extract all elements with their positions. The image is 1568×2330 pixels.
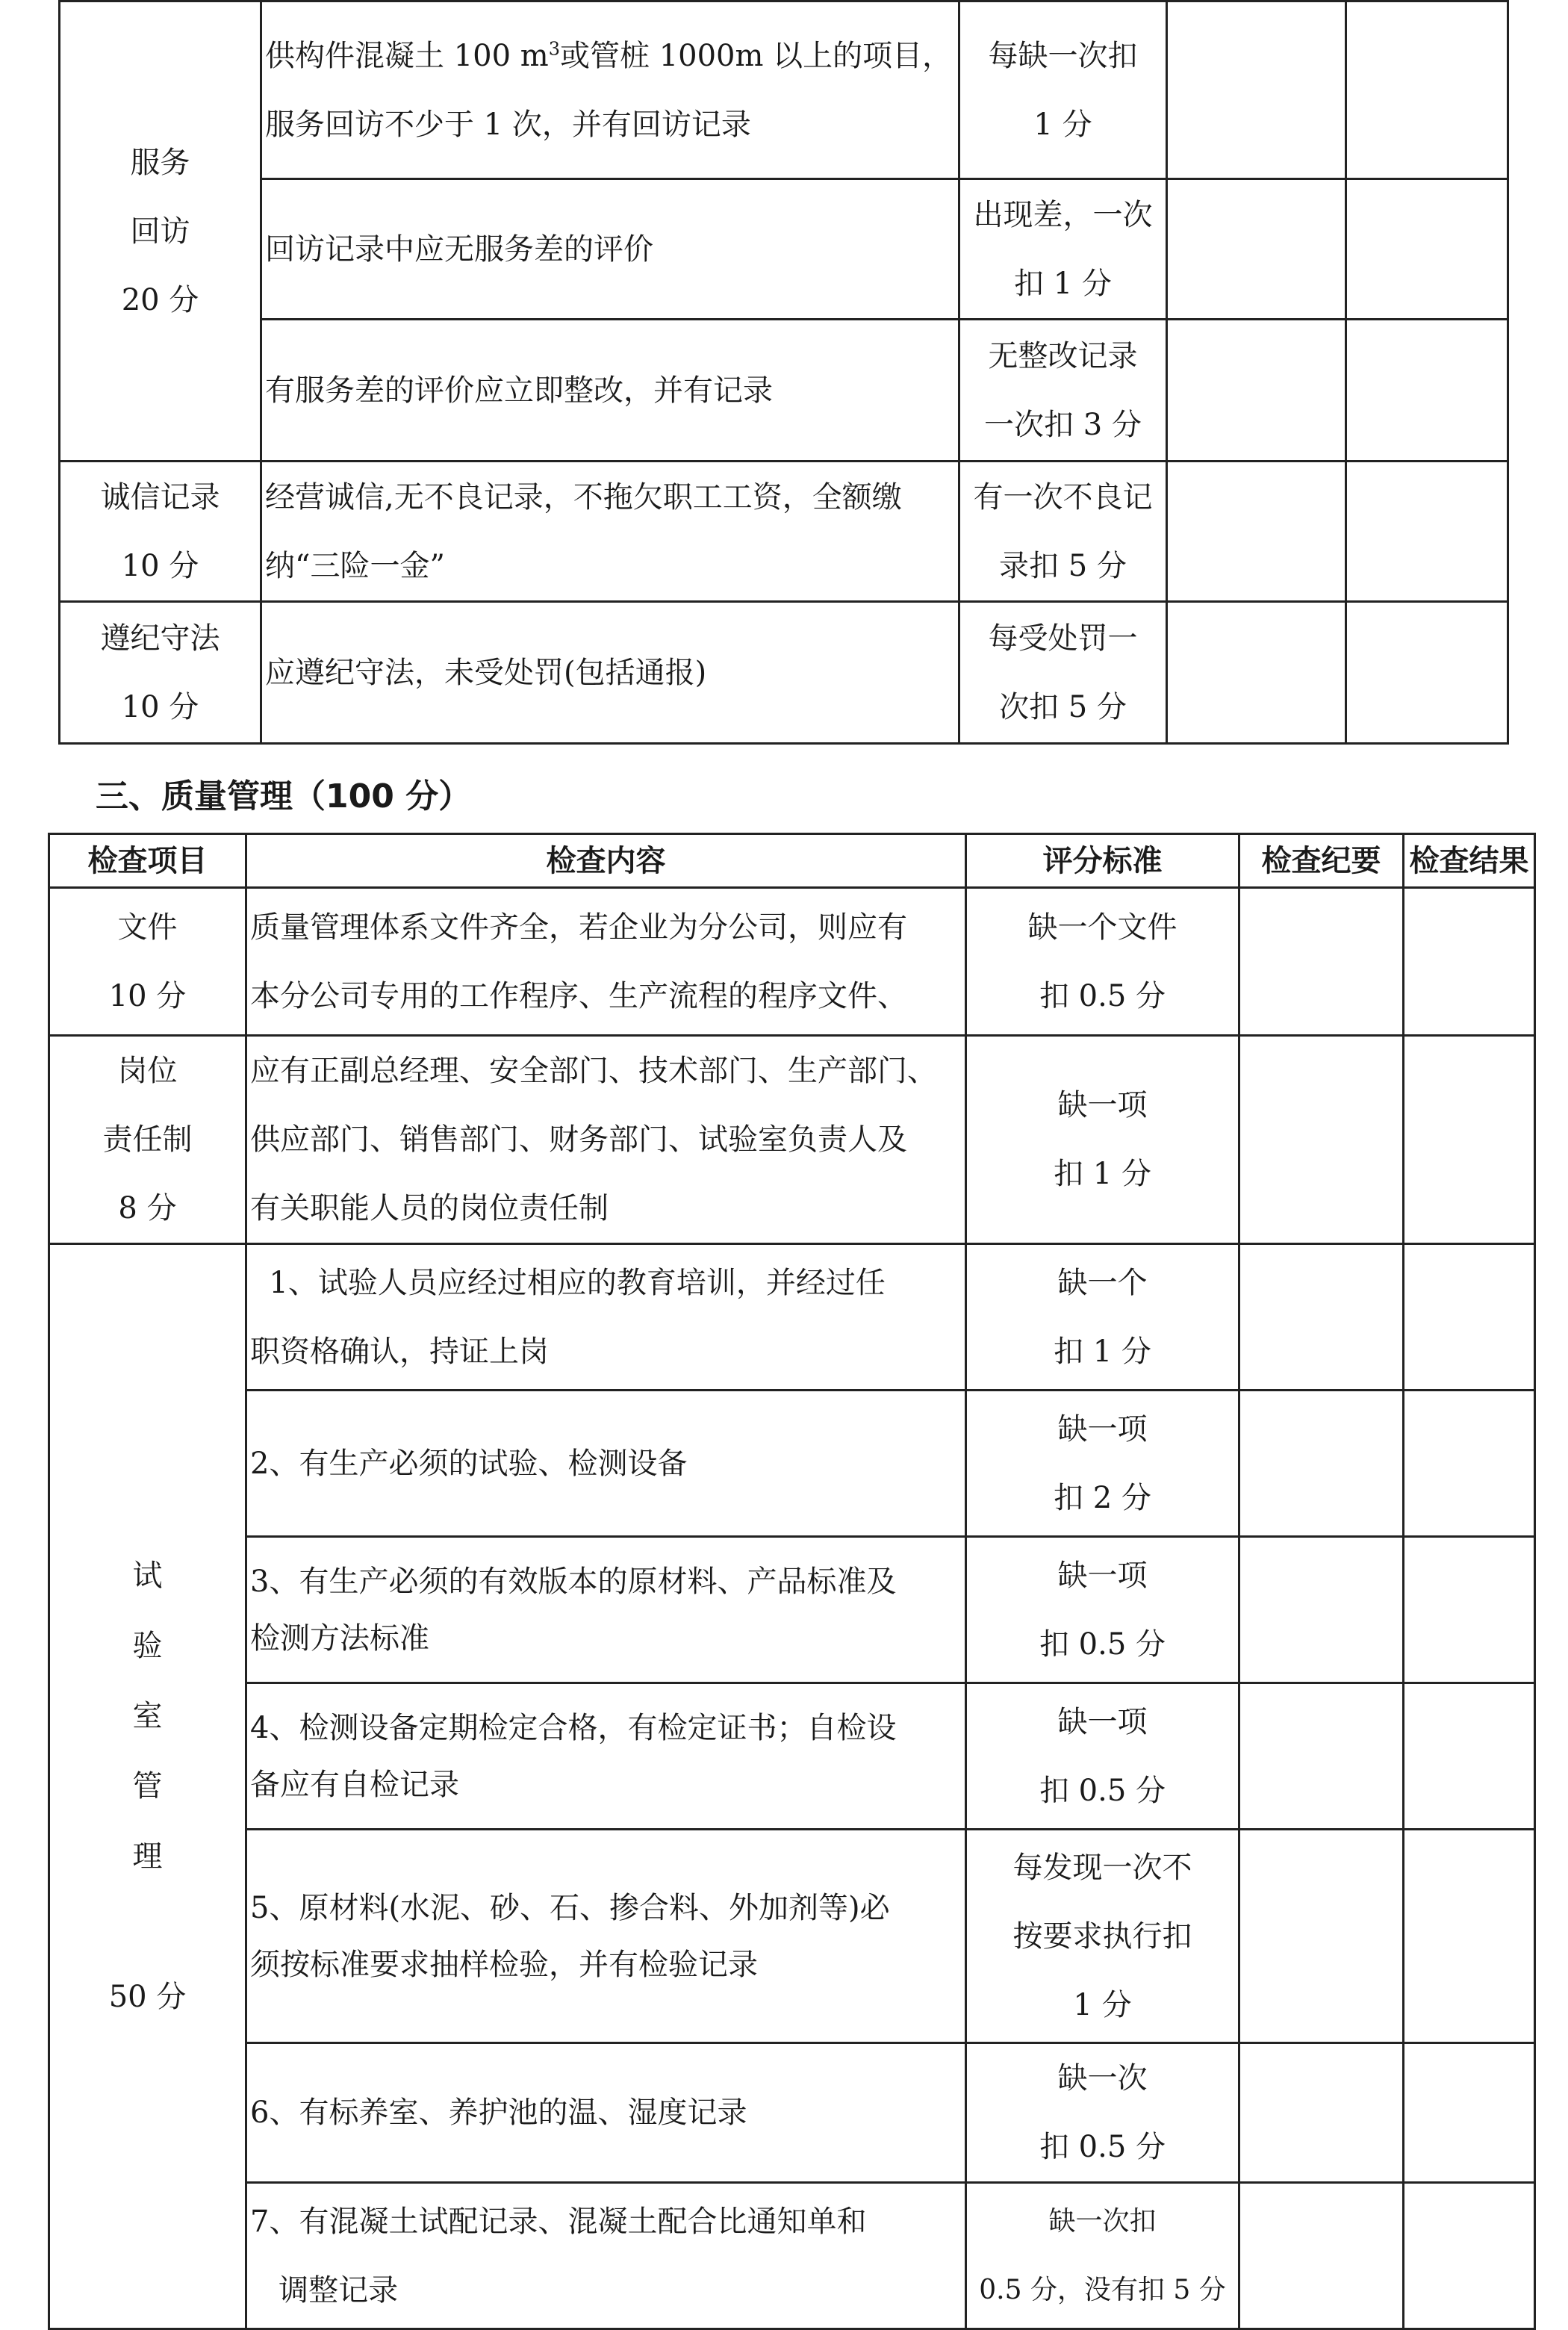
- standard-cell: [966, 1036, 1239, 1244]
- notes-cell[interactable]: [1239, 1683, 1404, 1830]
- standard-cell: [966, 2183, 1239, 2329]
- header-notes: 检查纪要: [1239, 834, 1404, 888]
- item-char: 试: [132, 1559, 163, 1593]
- header-standard: 评分标准: [966, 834, 1239, 888]
- item-char: 验: [132, 1629, 163, 1663]
- standard-line: 出现差，一次: [973, 197, 1153, 232]
- result-cell[interactable]: [1404, 1537, 1535, 1683]
- content-line: 5、原材料(水泥、砂、石、掺合料、外加剂等)必: [250, 1890, 890, 1925]
- content-line: 本分公司专用的工作程序、生产流程的程序文件、: [250, 978, 907, 1013]
- result-cell[interactable]: [1346, 462, 1508, 602]
- quality-management-table: [48, 833, 1536, 2330]
- content-line: 应有正副总经理、安全部门、技术部门、生产部门、: [250, 1054, 937, 1088]
- item-score: 10 分: [121, 689, 199, 724]
- item-cell: [49, 1036, 246, 1244]
- standard-line: 扣 1 分: [1054, 1157, 1151, 1191]
- standard-line: 缺一次扣: [1048, 2205, 1157, 2237]
- standard-line: 缺一次: [1057, 2061, 1148, 2096]
- content-line: 服务回访不少于 1 次，并有回访记录: [265, 107, 751, 142]
- content-line: 质量管理体系文件齐全，若企业为分公司，则应有: [250, 910, 907, 945]
- standard-line: 1 分: [1073, 1987, 1132, 2022]
- item-label: 岗位: [117, 1054, 178, 1088]
- content-cell: [246, 888, 966, 1036]
- content-line: 须按标准要求抽样检验，并有检验记录: [250, 1947, 758, 1982]
- standard-line: 按要求执行扣: [1012, 1919, 1192, 1954]
- item-score: 50 分: [108, 1980, 187, 2014]
- section-title: 三、质量管理（100 分）: [96, 777, 472, 816]
- item-cell: [60, 1, 261, 462]
- item-label: 服务: [130, 145, 190, 180]
- standard-cell: [966, 888, 1239, 1036]
- result-cell[interactable]: [1346, 179, 1508, 320]
- standard-line: 缺一个: [1057, 1265, 1148, 1300]
- standard-line: 扣 1 分: [1054, 1334, 1151, 1369]
- content-line: 备应有自检记录: [250, 1767, 459, 1802]
- content-cell: [246, 2183, 966, 2329]
- content-cell: [261, 179, 959, 320]
- content-cell: [261, 320, 959, 462]
- notes-cell[interactable]: [1239, 888, 1404, 1036]
- item-char: 理: [132, 1839, 163, 1874]
- result-cell[interactable]: [1404, 1683, 1535, 1830]
- lab-item-cell: [49, 1244, 246, 2329]
- item-char: 管: [132, 1769, 163, 1804]
- result-cell[interactable]: [1404, 1244, 1535, 1391]
- standard-line: 无整改记录: [988, 338, 1138, 373]
- content-line: 应遵纪守法，未受处罚(包括通报): [265, 655, 707, 690]
- content-cell: [261, 602, 959, 744]
- standard-line: 一次扣 3 分: [984, 407, 1142, 442]
- standard-line: 扣 0.5 分: [1039, 2130, 1166, 2164]
- notes-cell[interactable]: [1239, 1537, 1404, 1683]
- content-line: 7、有混凝土试配记录、混凝土配合比通知单和: [250, 2204, 867, 2239]
- content-line: 4、检测设备定期检定合格，有检定证书；自检设: [250, 1710, 897, 1745]
- result-cell[interactable]: [1404, 2183, 1535, 2329]
- standard-cell: [966, 1391, 1239, 1537]
- item-label: 文件: [117, 910, 178, 945]
- notes-cell[interactable]: [1239, 1830, 1404, 2043]
- notes-cell[interactable]: [1239, 2183, 1404, 2329]
- notes-cell[interactable]: [1239, 1036, 1404, 1244]
- content-line: 检测方法标准: [250, 1621, 429, 1656]
- item-cell: [49, 888, 246, 1036]
- standard-line: 每缺一次扣: [988, 38, 1138, 73]
- item-score: 8 分: [118, 1191, 177, 1225]
- content-line: 6、有标养室、养护池的温、湿度记录: [250, 2096, 747, 2130]
- standard-line: 录扣 5 分: [999, 548, 1127, 583]
- standard-line: 0.5 分，没有扣 5 分: [979, 2274, 1226, 2305]
- item-cell: [60, 602, 261, 744]
- content-cell: [246, 1683, 966, 1830]
- content-line: 经营诚信,无不良记录，不拖欠职工工资，全额缴: [265, 479, 902, 515]
- notes-cell[interactable]: [1167, 1, 1346, 179]
- content-cell: [261, 462, 959, 602]
- item-score: 20 分: [121, 282, 199, 317]
- notes-cell[interactable]: [1239, 2043, 1404, 2183]
- content-line: 供构件混凝土 100 $m^3$或管桩 1000m 以上的项目，: [265, 38, 953, 73]
- item-char: 室: [132, 1699, 163, 1733]
- content-line: 调整记录: [250, 2272, 399, 2308]
- standard-line: 扣 0.5 分: [1039, 978, 1166, 1013]
- standard-cell: [966, 1244, 1239, 1391]
- item-label: 责任制: [102, 1122, 193, 1157]
- result-cell[interactable]: [1404, 888, 1535, 1036]
- service-integrity-table: [58, 0, 1509, 745]
- content-line: 纳“三险一金”: [265, 548, 445, 583]
- standard-cell: [959, 1, 1167, 179]
- item-score: 10 分: [108, 978, 187, 1013]
- standard-line: 1 分: [1033, 107, 1092, 142]
- item-score: 10 分: [121, 548, 199, 583]
- notes-cell[interactable]: [1167, 179, 1346, 320]
- content-line: 有关职能人员的岗位责任制: [250, 1191, 609, 1225]
- result-cell[interactable]: [1346, 602, 1508, 744]
- content-line: 职资格确认，持证上岗: [250, 1334, 549, 1369]
- standard-line: 缺一项: [1057, 1704, 1148, 1739]
- content-line: 2、有生产必须的试验、检测设备: [250, 1446, 688, 1481]
- standard-cell: [959, 462, 1167, 602]
- standard-cell: [959, 179, 1167, 320]
- content-line: 1、试验人员应经过相应的教育培训，并经过任: [250, 1265, 886, 1300]
- content-line: 供应部门、销售部门、财务部门、试验室负责人及: [250, 1122, 907, 1157]
- notes-cell[interactable]: [1239, 1391, 1404, 1537]
- standard-cell: [959, 602, 1167, 744]
- standard-cell: [966, 1683, 1239, 1830]
- notes-cell[interactable]: [1167, 320, 1346, 462]
- result-cell[interactable]: [1404, 2043, 1535, 2183]
- notes-cell[interactable]: [1167, 602, 1346, 744]
- header-result: 检查结果: [1404, 834, 1535, 888]
- item-label: 回访: [130, 214, 190, 249]
- result-cell[interactable]: [1346, 320, 1508, 462]
- result-cell[interactable]: [1404, 1830, 1535, 2043]
- standard-line: 有一次不良记: [973, 479, 1153, 515]
- header-content: 检查内容: [246, 834, 966, 888]
- standard-line: 每受处罚一: [988, 621, 1138, 656]
- standard-line: 缺一项: [1057, 1411, 1148, 1447]
- content-line: 回访记录中应无服务差的评价: [265, 232, 653, 267]
- standard-cell: [966, 2043, 1239, 2183]
- standard-line: 扣 2 分: [1054, 1480, 1151, 1515]
- header-item: 检查项目: [49, 834, 246, 888]
- standard-line: 扣 0.5 分: [1039, 1627, 1166, 1662]
- notes-cell[interactable]: [1239, 1244, 1404, 1391]
- content-cell: [246, 1391, 966, 1537]
- standard-line: 缺一项: [1057, 1088, 1148, 1122]
- content-cell: [246, 1036, 966, 1244]
- content-cell: [261, 1, 959, 179]
- item-spacer: [50, 1892, 245, 1962]
- content-cell: [246, 1830, 966, 2043]
- standard-line: 次扣 5 分: [999, 689, 1127, 724]
- standard-line: 每发现一次不: [1012, 1850, 1192, 1885]
- standard-line: 缺一项: [1057, 1558, 1148, 1593]
- item-label: 遵纪守法: [100, 621, 220, 656]
- content-line: 3、有生产必须的有效版本的原材料、产品标准及: [250, 1564, 897, 1599]
- standard-cell: [966, 1537, 1239, 1683]
- item-label: 诚信记录: [100, 479, 220, 515]
- content-cell: [246, 2043, 966, 2183]
- notes-cell[interactable]: [1167, 462, 1346, 602]
- standard-line: 扣 1 分: [1014, 266, 1112, 301]
- result-cell[interactable]: [1404, 1036, 1535, 1244]
- content-cell: [246, 1537, 966, 1683]
- content-line: 有服务差的评价应立即整改，并有记录: [265, 373, 773, 408]
- content-cell: [246, 1244, 966, 1391]
- standard-cell: [959, 320, 1167, 462]
- result-cell[interactable]: [1404, 1391, 1535, 1537]
- standard-line: 扣 0.5 分: [1039, 1773, 1166, 1808]
- standard-cell: [966, 1830, 1239, 2043]
- item-cell: [60, 462, 261, 602]
- standard-line: 缺一个文件: [1027, 910, 1177, 945]
- result-cell[interactable]: [1346, 1, 1508, 179]
